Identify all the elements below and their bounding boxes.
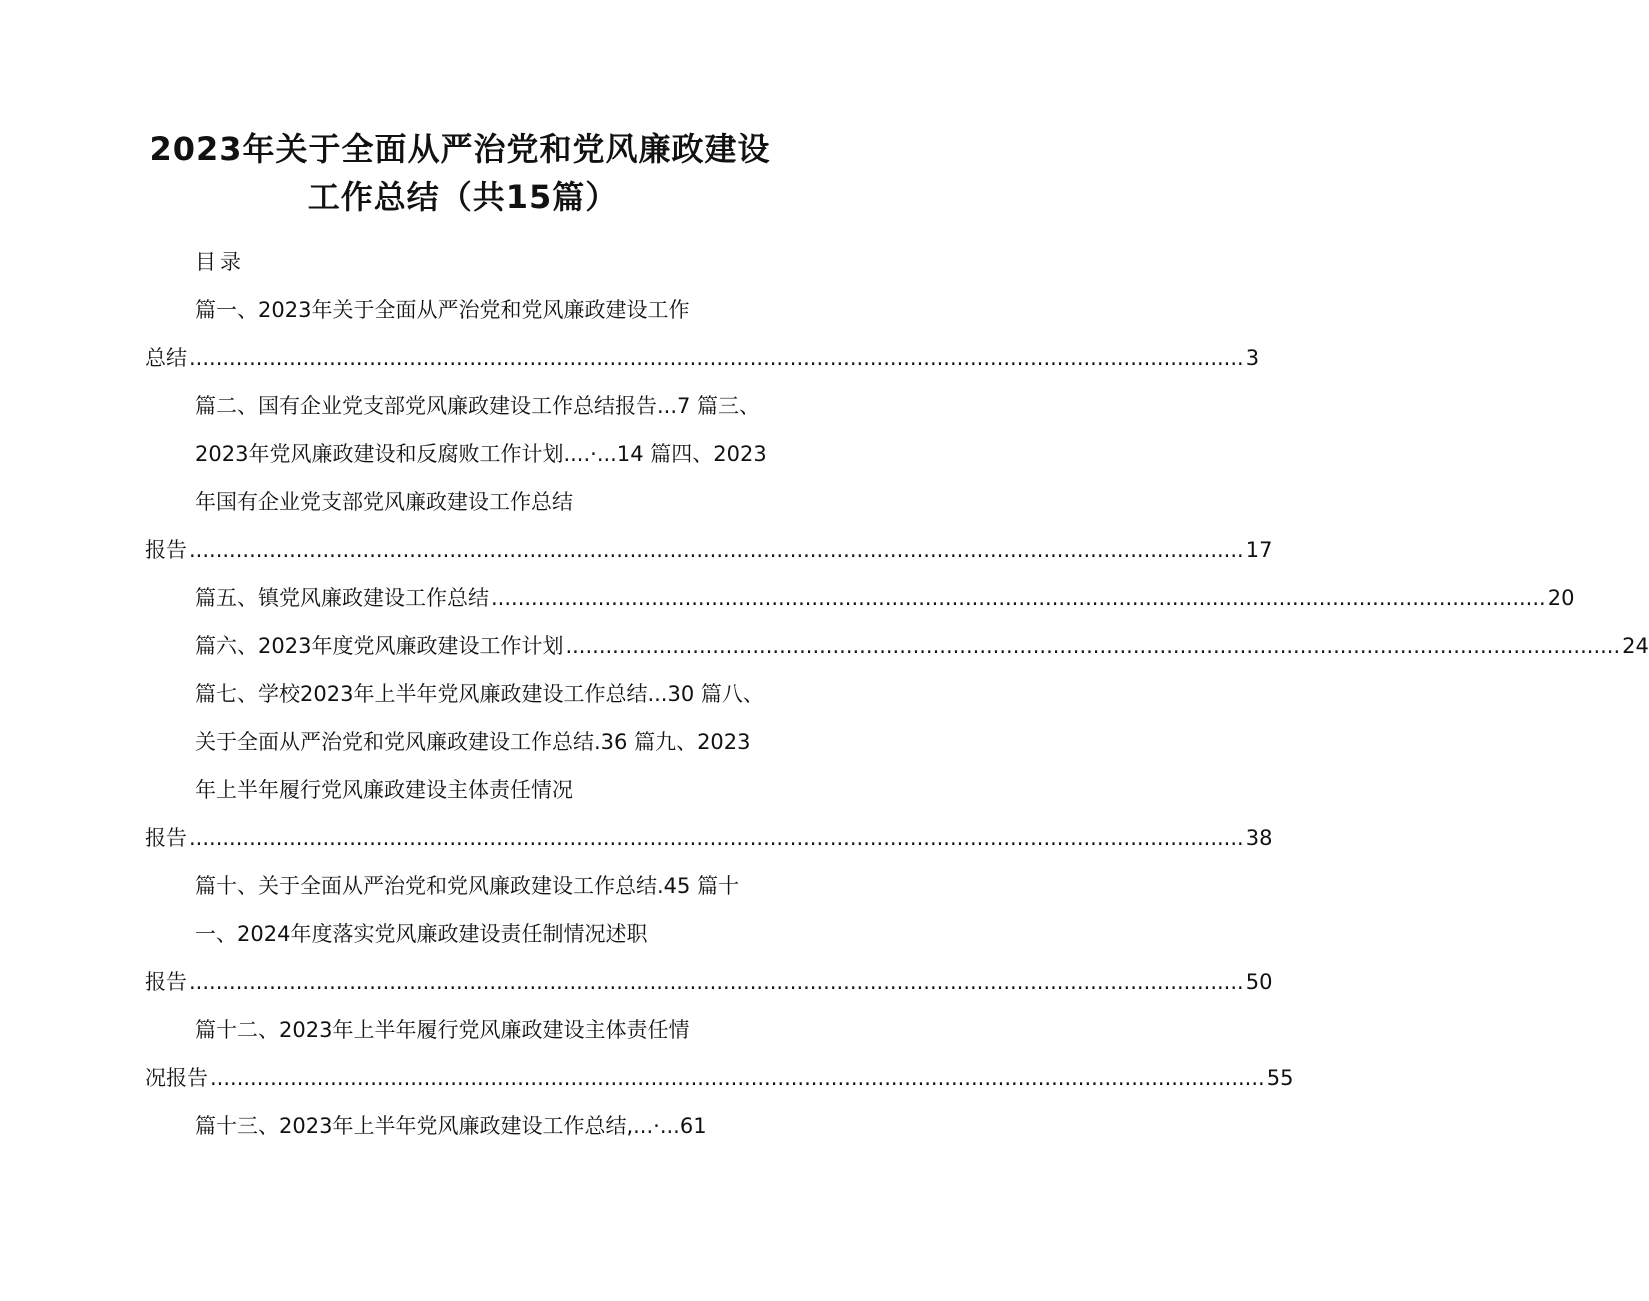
toc-line <box>195 920 647 948</box>
toc-page-number: 20 <box>1547 586 1575 610</box>
toc-line-text: 篇六、2023年度党风廉政建设工作计划 <box>195 634 564 658</box>
toc-line-text: 总结 <box>145 346 187 370</box>
toc-line <box>195 584 1575 612</box>
toc-line-text: 一、2024年度落实党风廉政建设责任制情况述职 <box>195 922 648 946</box>
toc-line <box>145 344 1260 372</box>
toc-line <box>195 296 689 324</box>
toc-line-text: 报告 <box>145 826 187 850</box>
toc-line-text: 年国有企业党支部党风廉政建设工作总结 <box>195 490 573 514</box>
toc-line <box>195 872 739 900</box>
toc-line <box>195 1016 689 1044</box>
toc-line-text: 2023年党风廉政建设和反腐败工作计划....·...14 篇四、2023 <box>195 442 767 466</box>
toc-line <box>195 776 573 804</box>
toc-line-text: 篇七、学校2023年上半年党风廉政建设工作总结...30 篇八、 <box>195 682 764 706</box>
toc-page-number: 50 <box>1245 970 1273 994</box>
toc-page-number: 24 <box>1622 634 1649 658</box>
dot-leader: .............................................................................................................................................................. <box>565 634 1621 658</box>
dot-leader: .............................................................................................................................................................. <box>189 970 1244 994</box>
toc-line <box>195 728 751 756</box>
dot-leader: .............................................................................................................................................................. <box>210 1066 1265 1090</box>
toc-line <box>195 392 760 420</box>
document-title-line-1: 2023年关于全面从严治党和党风廉政建设 <box>149 130 771 168</box>
dot-leader: .............................................................................................................................................................. <box>189 346 1244 370</box>
toc-line-text: 关于全面从严治党和党风廉政建设工作总结.36 篇九、2023 <box>195 730 751 754</box>
toc-line <box>145 1064 1294 1092</box>
toc-line-text: 年上半年履行党风廉政建设主体责任情况 <box>195 778 573 802</box>
toc-line <box>145 968 1273 996</box>
toc-line <box>195 680 764 708</box>
toc-line <box>195 488 573 516</box>
toc-line <box>195 1112 707 1140</box>
toc-line-text: 篇五、镇党风廉政建设工作总结 <box>195 586 489 610</box>
toc-line-text: 报告 <box>145 538 187 562</box>
dot-leader: .............................................................................................................................................................. <box>189 538 1244 562</box>
toc-line-text: 况报告 <box>145 1066 208 1090</box>
toc-line <box>195 632 1649 660</box>
toc-page-number: 3 <box>1245 346 1260 370</box>
dot-leader: .............................................................................................................................................................. <box>491 586 1546 610</box>
toc-heading: 目录 <box>195 250 245 274</box>
toc-page-number: 38 <box>1245 826 1273 850</box>
toc-line-text: 篇十三、2023年上半年党风廉政建设工作总结,...·...61 <box>195 1114 707 1138</box>
toc-line-text: 篇二、国有企业党支部党风廉政建设工作总结报告...7 篇三、 <box>195 394 761 418</box>
toc-line-text: 篇十、关于全面从严治党和党风廉政建设工作总结.45 篇十 <box>195 874 740 898</box>
toc-page-number: 17 <box>1245 538 1273 562</box>
toc-line <box>195 440 767 468</box>
toc-page-number: 55 <box>1266 1066 1294 1090</box>
toc-line-text: 篇一、2023年关于全面从严治党和党风廉政建设工作 <box>195 298 690 322</box>
toc-line-text: 篇十二、2023年上半年履行党风廉政建设主体责任情 <box>195 1018 690 1042</box>
document-title-line-2: 工作总结（共15篇） <box>307 178 619 216</box>
toc-line <box>145 536 1273 564</box>
toc-line-text: 报告 <box>145 970 187 994</box>
toc-line <box>145 824 1273 852</box>
dot-leader: .............................................................................................................................................................. <box>189 826 1244 850</box>
